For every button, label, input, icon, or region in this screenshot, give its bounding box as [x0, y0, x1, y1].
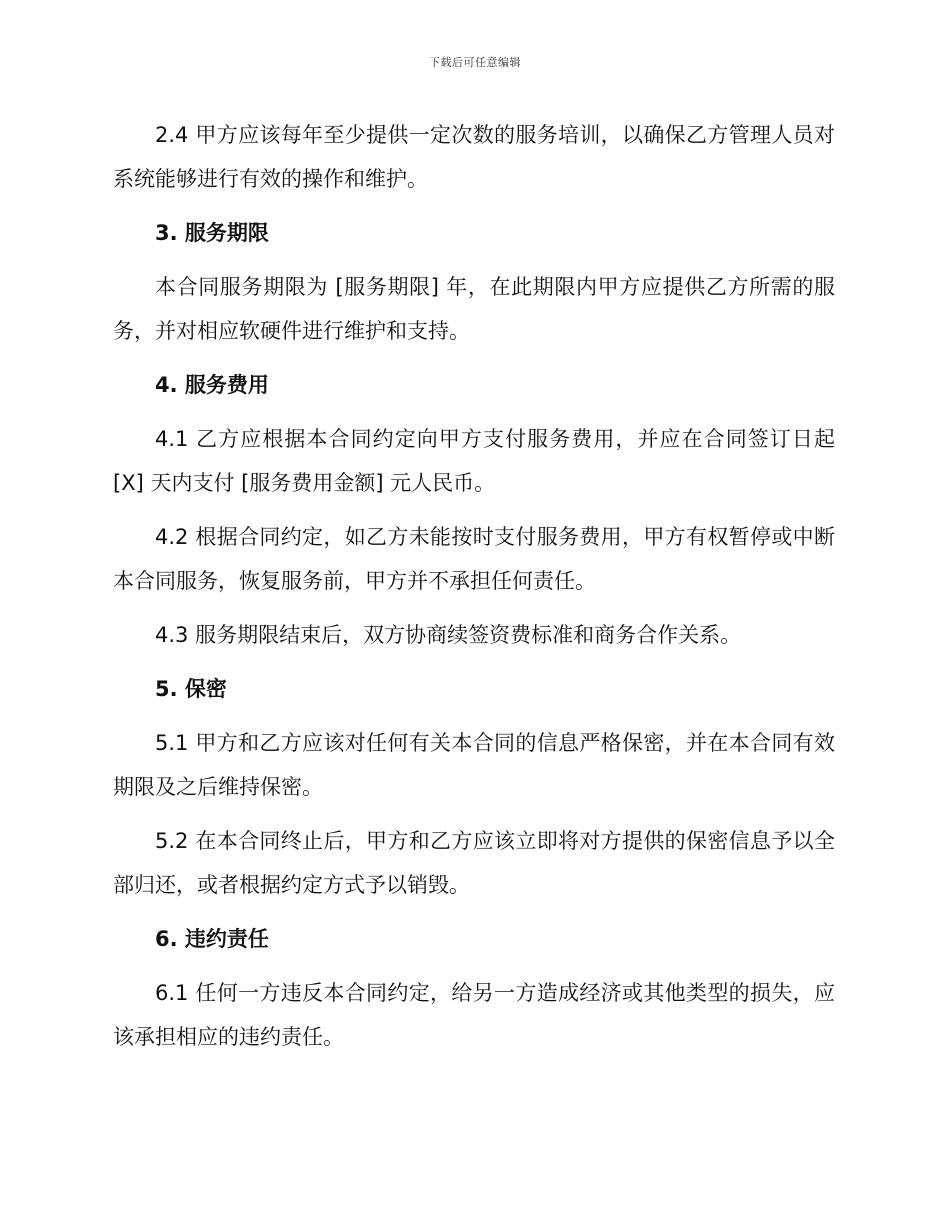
clause-3: 本合同服务期限为 [服务期限] 年，在此期限内甲方应提供乙方所需的服务，并对相应软硬件进行维护和支持。 [113, 275, 835, 343]
section-heading-3: 3. 服务期限 [155, 221, 269, 245]
page-header: 下载后可任意编辑 [429, 56, 521, 69]
section-heading-5: 5. 保密 [155, 677, 227, 701]
document-body [113, 113, 835, 1069]
section-heading-4: 4. 服务费用 [155, 373, 269, 397]
clause-4-2: 4.2 根据合同约定，如乙方未能按时支付服务费用，甲方有权暂停或中断本合同服务，恢复服务前，甲方并不承担任何责任。 [113, 525, 835, 593]
clause-6-1: 6.1 任何一方违反本合同约定，给另一方造成经济或其他类型的损失，应该承担相应的违约责任。 [113, 981, 835, 1049]
clause-4-1: 4.1 乙方应根据本合同约定向甲方支付服务费用，并应在合同签订日起 [X] 天内支付 [服务费用金额] 元人民币。 [113, 427, 835, 495]
clause-5-2: 5.2 在本合同终止后，甲方和乙方应该立即将对方提供的保密信息予以全部归还，或者根据约定方式予以销毁。 [113, 829, 835, 897]
section-heading-6: 6. 违约责任 [155, 927, 269, 951]
clause-4-3: 4.3 服务期限结束后，双方协商续签资费标准和商务合作关系。 [155, 623, 742, 647]
clause-2-4: 2.4 甲方应该每年至少提供一定次数的服务培训，以确保乙方管理人员对系统能够进行有效的操作和维护。 [113, 123, 835, 191]
clause-5-1: 5.1 甲方和乙方应该对任何有关本合同的信息严格保密，并在本合同有效期限及之后维持保密。 [113, 731, 835, 799]
